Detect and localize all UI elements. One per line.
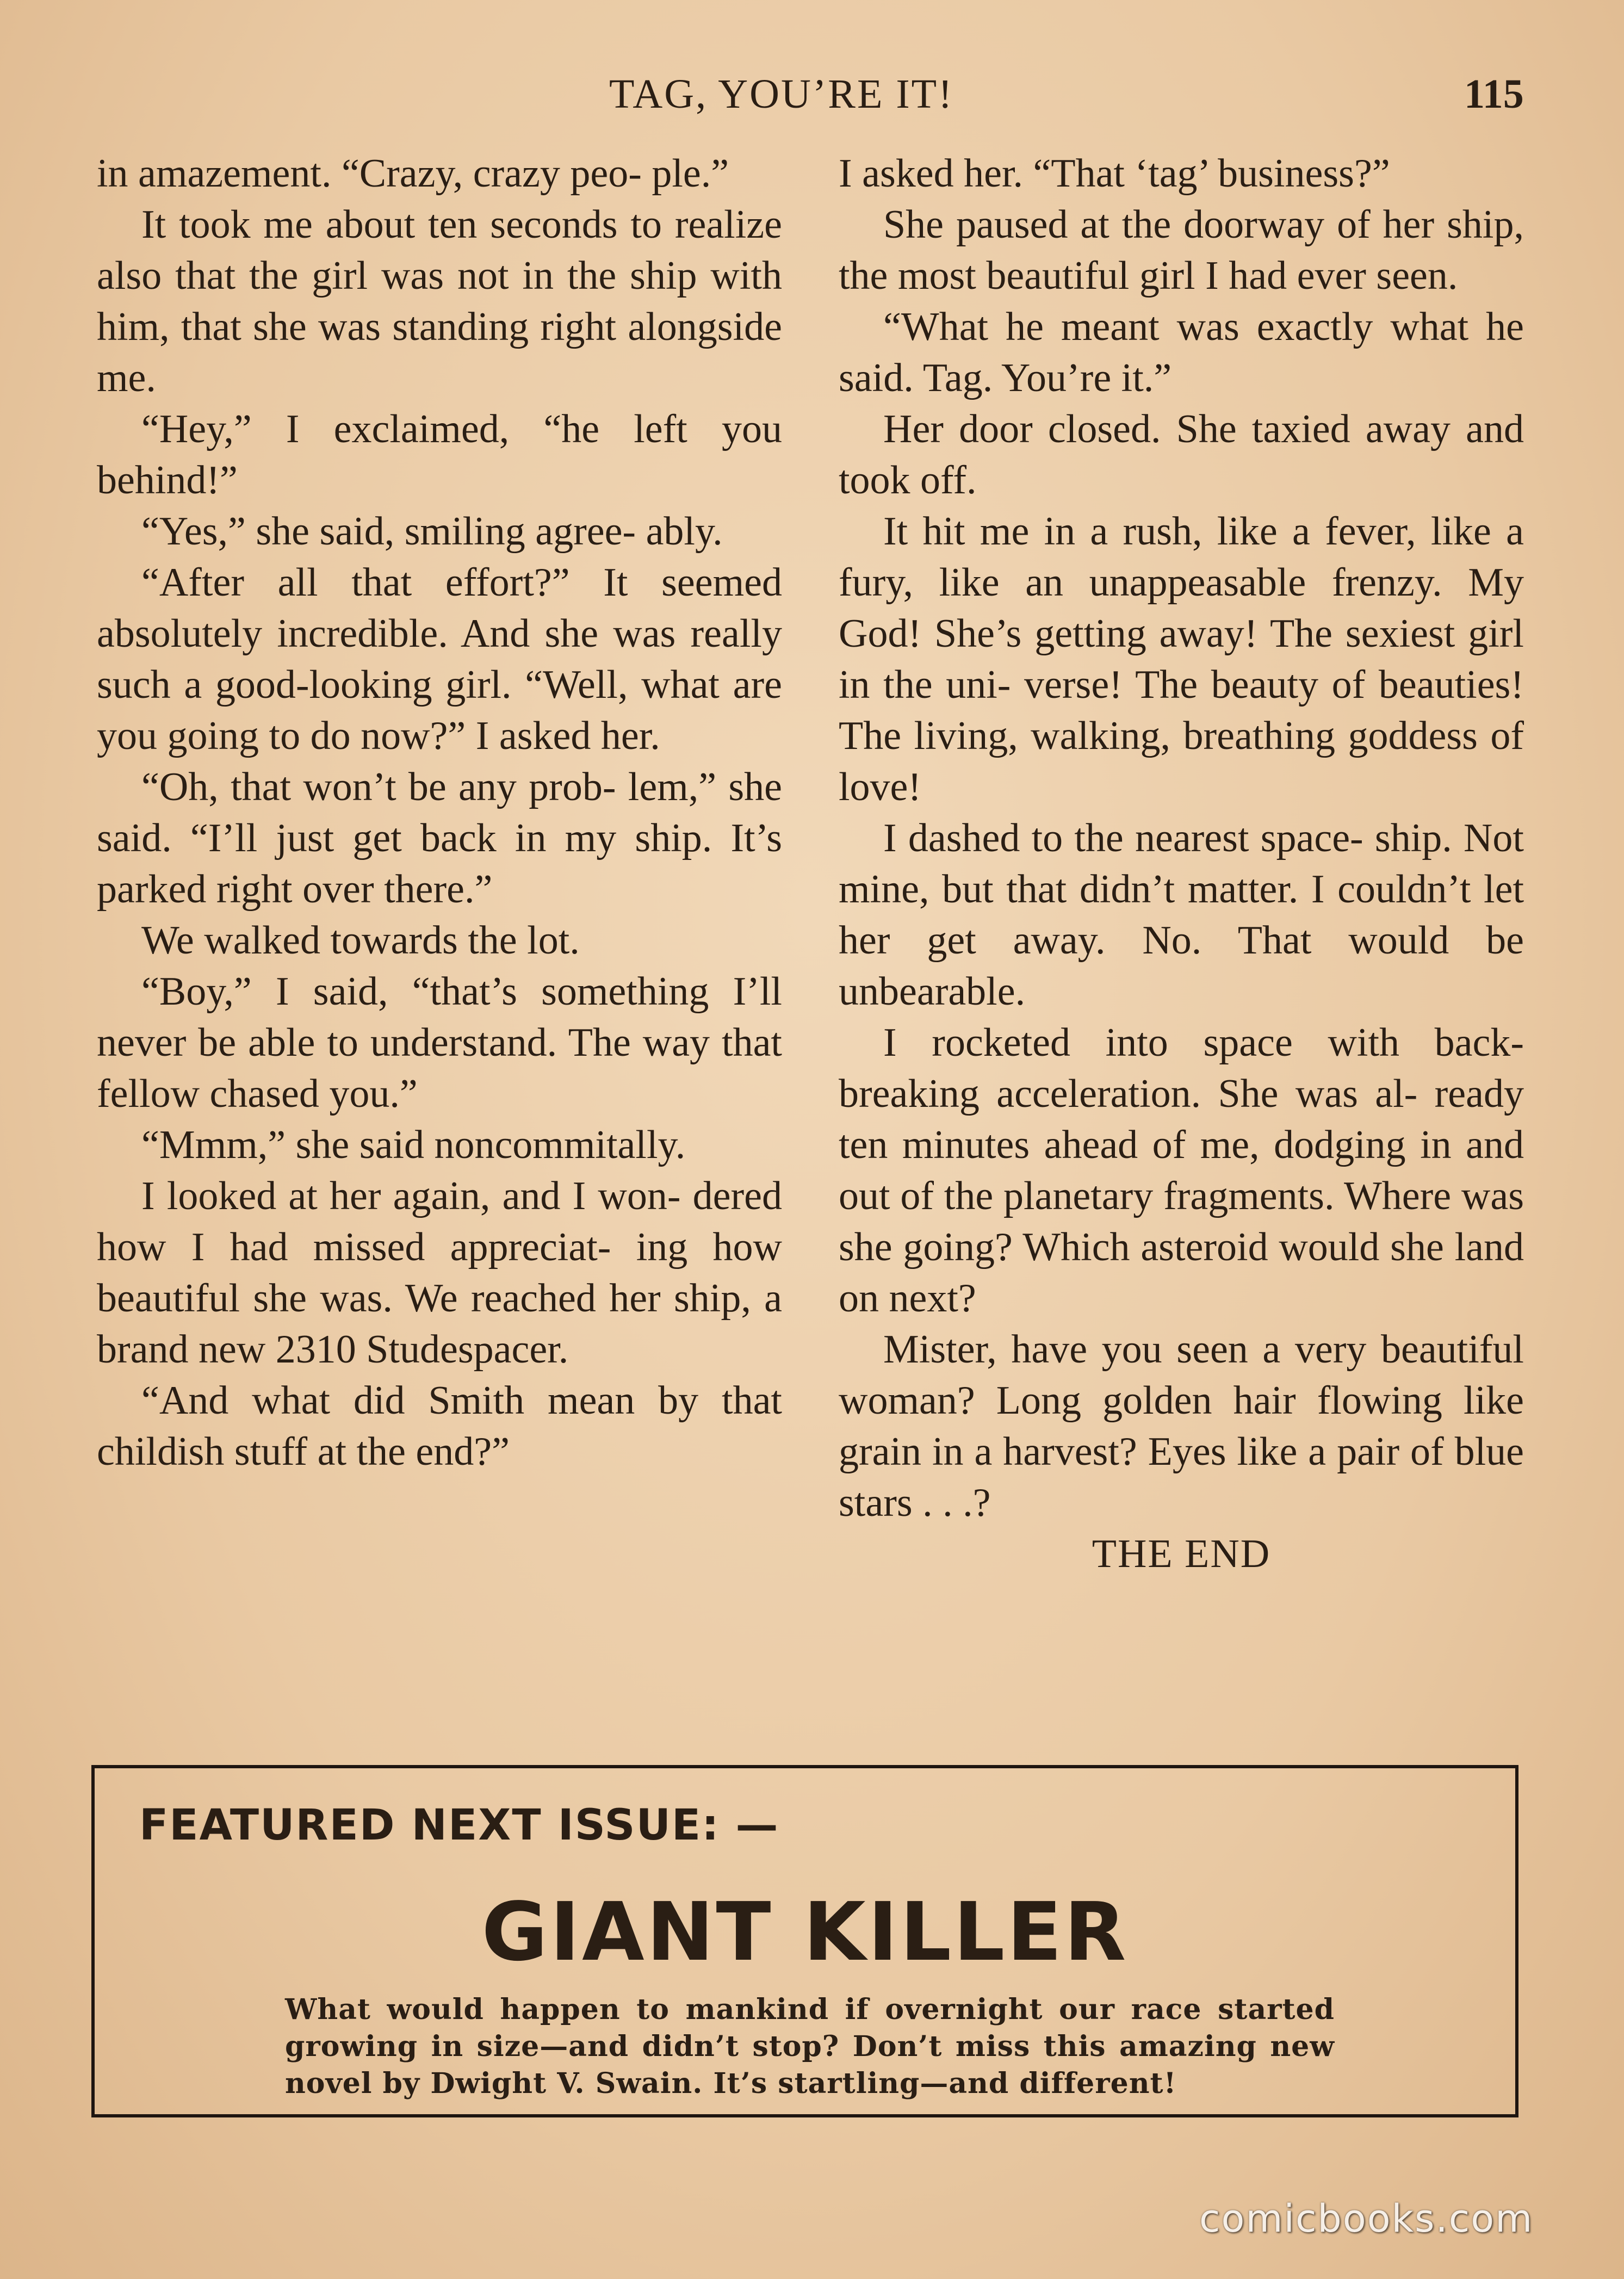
running-title: TAG, YOU’RE IT! bbox=[609, 71, 954, 117]
story-paragraph: I rocketed into space with back- breaking acceleration. She was al- ready ten minutes ahead of me, dodging in and out of the planetary fragments. Where was she going? Which asteroid would she land on next? bbox=[839, 1020, 1524, 1321]
next-issue-ad bbox=[91, 1765, 1518, 2117]
story-paragraph: I dashed to the nearest space- ship. Not mine, but that didn’t matter. I couldn’t let her get away. No. That would be unbearable. bbox=[839, 816, 1524, 1014]
story-paragraph: It took me about ten seconds to realize also that the girl was not in the ship with him, that she was standing right alongside me. bbox=[97, 202, 782, 400]
story-paragraph: “After all that effort?” It seemed absolutely incredible. And she was really such a good-looking girl. “Well, what are you going to do now?” I asked her. bbox=[97, 560, 782, 758]
story-paragraph: It hit me in a rush, like a fever, like a fury, like an unappeasable frenzy. My God! She’s getting away! The sexiest girl in the uni- verse! The beauty of beauties! The living, walking, breathing goddess of love! bbox=[839, 509, 1524, 809]
story-paragraph: “Oh, that won’t be any prob- lem,” she said. “I’ll just get back in my ship. It’s parked right over there.” bbox=[97, 765, 782, 912]
story-paragraph: “Hey,” I exclaimed, “he left you behind!” bbox=[97, 407, 782, 503]
running-head bbox=[0, 71, 1624, 125]
ad-title: GIANT KILLER bbox=[481, 1885, 1129, 1979]
story-paragraph: “And what did Smith mean by that childish stuff at the end?” bbox=[97, 1378, 782, 1474]
story-paragraph: We walked towards the lot. bbox=[141, 918, 580, 963]
the-end-label: THE END bbox=[1092, 1532, 1271, 1576]
story-column-right bbox=[839, 148, 1524, 1580]
ad-blurb: What would happen to mankind if overnight our race started growing in size—and didn’t stop? Don’t miss this amazing new novel by Dwight V. Swain. It’s startling—and different! bbox=[285, 1993, 1335, 2100]
story-column-left bbox=[97, 148, 782, 1477]
story-paragraph: Mister, have you seen a very beautiful woman? Long golden hair flowing like grain in a harvest? Eyes like a pair of blue stars . . .? bbox=[839, 1327, 1524, 1525]
story-paragraph: “Yes,” she said, smiling agree- ably. bbox=[141, 509, 723, 554]
story-paragraph: Her door closed. She taxied away and took off. bbox=[839, 407, 1524, 503]
story-paragraph: in amazement. “Crazy, crazy peo- ple.” bbox=[97, 151, 729, 196]
ad-featured-label: FEATURED NEXT ISSUE: — bbox=[139, 1801, 779, 1850]
story-paragraph: I asked her. “That ‘tag’ business?” bbox=[839, 151, 1390, 196]
story-paragraph: “What he meant was exactly what he said. Tag. You’re it.” bbox=[839, 305, 1524, 400]
story-paragraph: “Boy,” I said, “that’s something I’ll never be able to understand. The way that fellow chased you.” bbox=[97, 969, 782, 1116]
story-paragraph: “Mmm,” she said noncommitally. bbox=[141, 1123, 686, 1167]
story-paragraph: She paused at the doorway of her ship, the most beautiful girl I had ever seen. bbox=[839, 202, 1524, 298]
story-paragraph: I looked at her again, and I won- dered how I had missed appreciat- ing how beautiful she was. We reached her ship, a brand new 2310 Studespacer. bbox=[97, 1174, 782, 1372]
watermark: comicbooks.com bbox=[1199, 2196, 1534, 2241]
page-number: 115 bbox=[1464, 71, 1524, 117]
